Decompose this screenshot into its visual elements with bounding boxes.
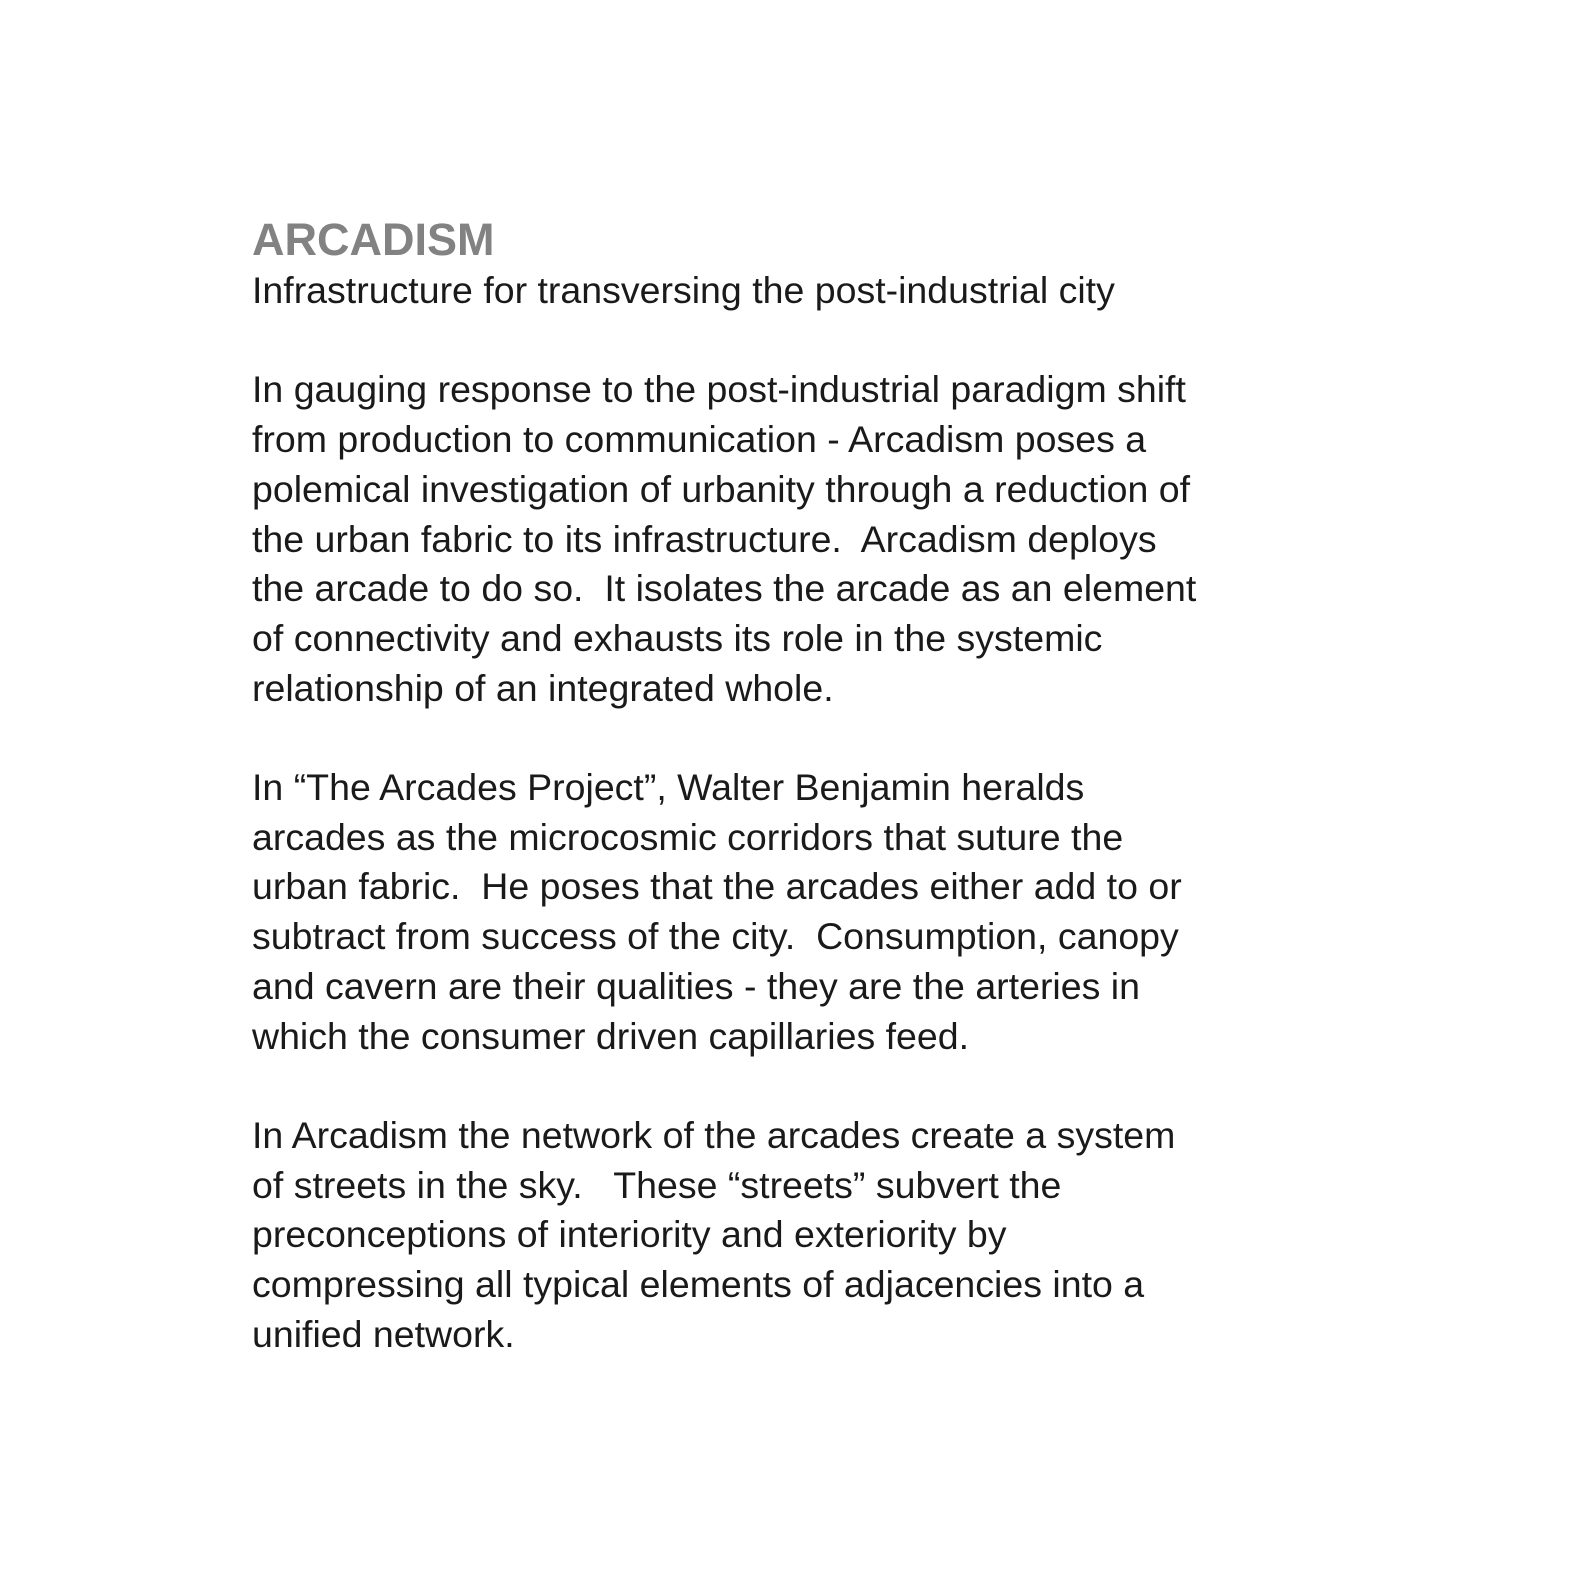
paragraph-line: In gauging response to the post-industrial paradigm shift [252, 368, 1186, 411]
paragraph-line: relationship of an integrated whole. [252, 666, 834, 709]
paragraph-line: the arcade to do so. It isolates the arcade as an element [252, 567, 1197, 610]
paragraph-line: In Arcadism the network of the arcades create a system [252, 1113, 1176, 1156]
paragraph-line: unified network. [252, 1312, 515, 1355]
paragraph-line: urban fabric. He poses that the arcades either add to or [252, 865, 1182, 908]
paragraph-line: and cavern are their qualities - they are the arteries in [252, 964, 1140, 1007]
paragraph-line: the urban fabric to its infrastructure. Arcadism deploys [252, 517, 1157, 560]
document-subtitle: Infrastructure for transversing the post-industrial city [252, 269, 1115, 311]
paragraph-line: In “The Arcades Project”, Walter Benjamin heralds [252, 766, 1085, 808]
paragraph-line: preconceptions of interiority and exteriority by [252, 1213, 1007, 1256]
paragraph-line: arcades as the microcosmic corridors that suture the [252, 815, 1124, 858]
paragraph-line: which the consumer driven capillaries feed. [252, 1014, 970, 1057]
paragraph-line: of connectivity and exhausts its role in the systemic [252, 616, 1103, 659]
paragraph-1 [252, 365, 1362, 713]
paragraph-2 [252, 763, 1362, 1061]
paragraph-line: of streets in the sky. These “streets” subvert the [252, 1163, 1062, 1206]
paragraph-line: polemical investigation of urbanity through a reduction of [252, 467, 1191, 510]
paragraph-line: from production to communication - Arcadism poses a [252, 418, 1147, 461]
paragraph-line: subtract from success of the city. Consumption, canopy [252, 915, 1179, 958]
document-title: ARCADISM [252, 214, 495, 265]
paragraph-line: compressing all typical elements of adjacencies into a [252, 1263, 1145, 1306]
paragraph-3 [252, 1111, 1362, 1360]
document-body [252, 214, 1362, 1359]
